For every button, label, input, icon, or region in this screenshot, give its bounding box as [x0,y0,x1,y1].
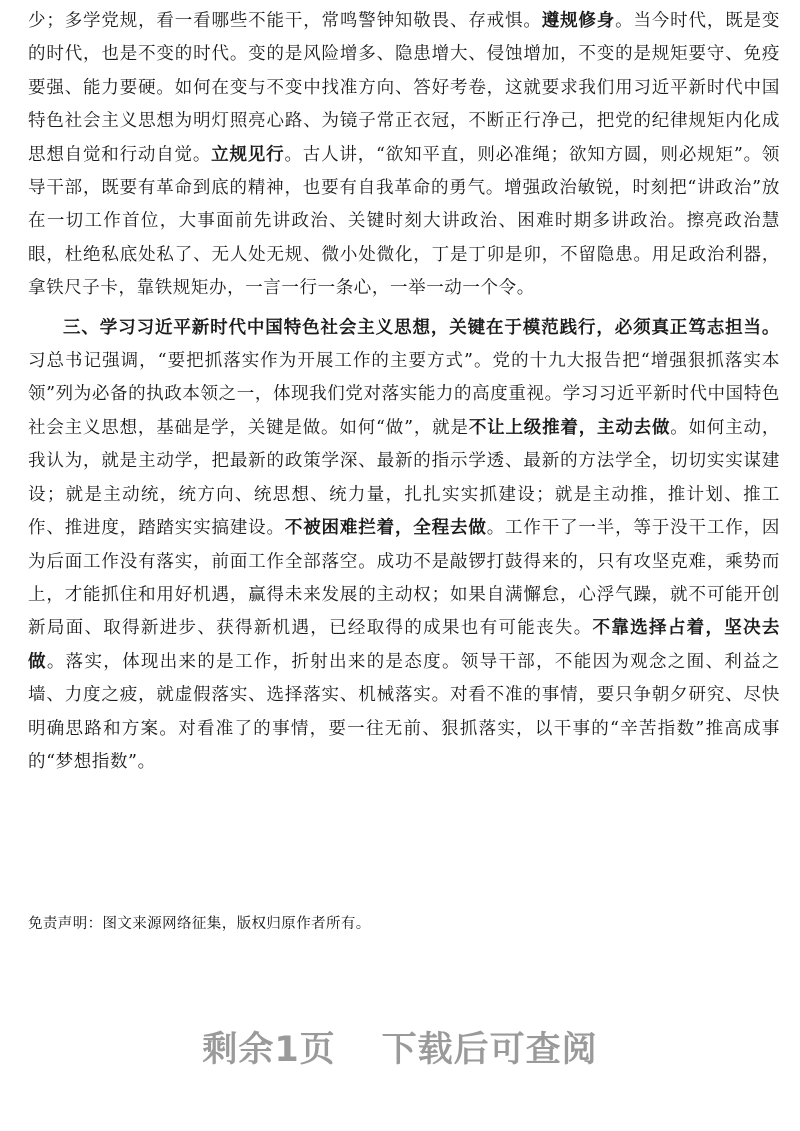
body-text: 。工作干了一半，等于没干工作，因为后面工作没有落实，前面工作全部落空。成功不是敲锣打鼓得来的，只有攻坚克难，乘势而上，才能抓住和用好机遇，赢得未来发展的主动权；如果自满懈怠，心浮气躁，就不可能开创新局面、取得新进步、获得新机遇，已经取得的成果也有可能丧失。 [28,518,780,639]
remaining-pages-label: 剩余1页 [202,1030,336,1070]
body-text: 。如何主动，我认为，就是主动学，把最新的政策学深、最新的指示学透、最新的方法学全，切切实实谋建设；就是主动统，统方向、统思想、统力量，扎扎实实抓建设；就是主动推，推计划、推工作、推进度，踏踏实实搞建设。 [28,417,780,539]
disclaimer-text: 免责声明：图文来源网络征集，版权归原作者所有。 [28,916,371,932]
emphasis-text: 不靠选择占着，坚决去做 [28,618,781,672]
paragraph-2 [28,312,780,780]
body-text: 。古人讲，“欲知平直，则必准绳；欲知方圆，则必规矩”。领导干部，既要有革命到底的精神，也要有自我革命的勇气。增强政治敏锐，时刻把“讲政治”放在一切工作首位，大事面前先讲政治、关键时刻大讲政治、困难时期多讲政治。擦亮政治慧眼，杜绝私底处私了、无人处无规、微小处微化，丁是丁卯是卯，不留隐患。用足政治利器，拿铁尺子卡，靠铁规矩办，一言一行一条心，一举一动一个令。 [28,144,780,299]
body-text: 少；多学党规，看一看哪些不能干，常鸣警钟知敬畏、存戒惧。 [28,11,542,31]
emphasis-text: 不让上级推着，主动去做 [468,417,671,438]
body-text: 。当今时代，既是变的时代，也是不变的时代。变的是风险增多、隐患增大、侵蚀增加，不变的是规矩要守、免疫要强、能力要硬。如何在变与不变中找准方向、答好考卷，这就要求我们用习近平新时代中国特色社会主义思想为明灯照亮心路、为镜子常正衣冠，不断正行净己，把党的纪律规矩内化成思想自觉和行动自觉。 [28,11,780,165]
emphasis-text: 三、学习习近平新时代中国特色社会主义思想，关键在于模范践行，必须真正笃志担当。 [63,317,780,338]
body-text: 。落实，体现出来的是工作，折射出来的是态度。领导干部，不能因为观念之囿、利益之墙、力度之疲，就虚假落实、选择落实、机械落实。对看不准的事情，要只争朝夕研究、尽快明确思路和方案。对看准了的事情，要一往无前、狠抓落实，以干事的“辛苦指数”推高成事的“梦想指数”。 [28,651,780,772]
body-text: 习总书记强调，“要把抓落实作为开展工作的主要方式”。党的十九大报告把“增强狠抓落实本领”列为必备的执政本领之一，体现我们党对落实能力的高度重视。学习习近平新时代中国特色社会主义思想，基础是学，关键是做。如何“做”，就是 [28,351,780,438]
emphasis-text: 立规见行 [211,144,285,165]
emphasis-text: 不被困难拦着，全程去做 [284,518,487,539]
emphasis-text: 遵规修身 [541,11,616,31]
download-to-view-label: 下载后可查阅 [381,1030,598,1070]
document-body [28,0,780,779]
paragraph-1 [28,0,780,306]
download-prompt-banner[interactable] [0,1022,800,1072]
